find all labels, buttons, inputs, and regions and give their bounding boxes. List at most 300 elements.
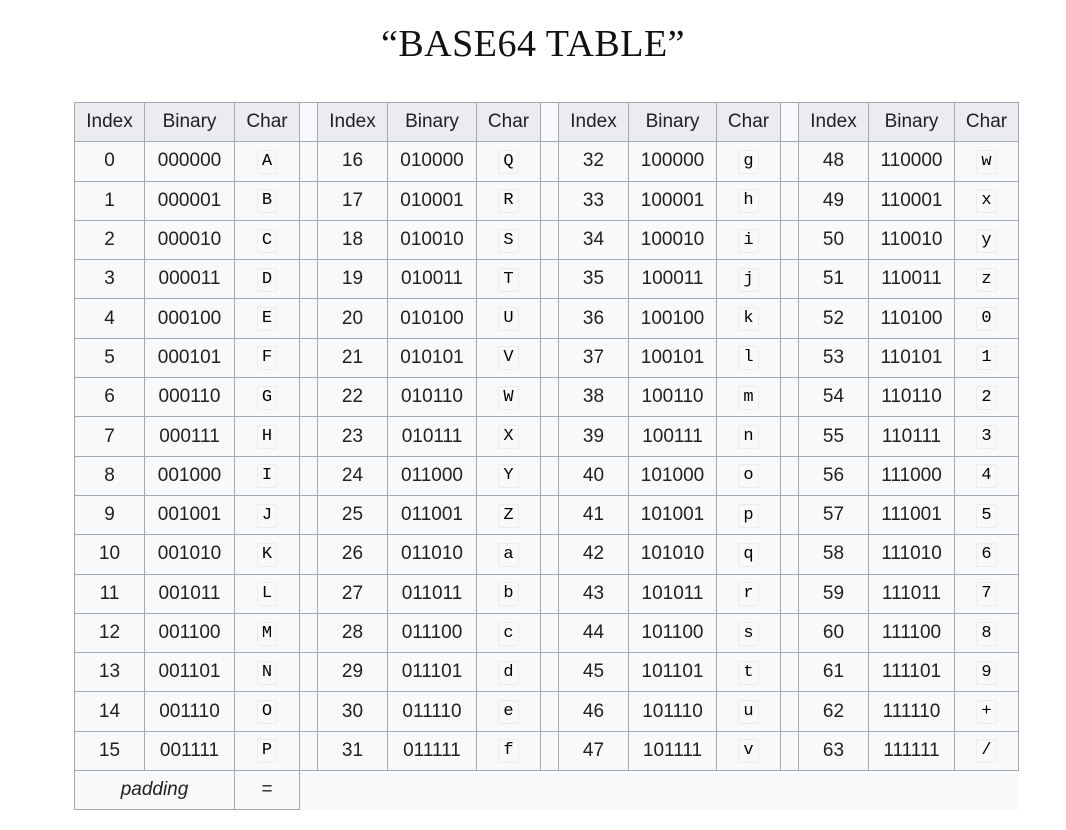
index-cell: 20	[318, 299, 388, 338]
binary-cell: 001100	[145, 613, 235, 652]
char-cell	[477, 142, 541, 181]
index-cell: 29	[318, 653, 388, 692]
table-row	[75, 653, 1019, 692]
char-code: 6	[976, 543, 996, 567]
char-code: P	[257, 739, 277, 763]
table-row	[75, 574, 1019, 613]
char-code: 3	[976, 425, 996, 449]
table-row	[75, 260, 1019, 299]
index-cell: 18	[318, 220, 388, 259]
column-header-index: Index	[75, 103, 145, 142]
char-cell	[235, 731, 300, 770]
binary-cell: 111011	[869, 574, 955, 613]
char-cell	[717, 731, 781, 770]
binary-cell: 100010	[629, 220, 717, 259]
char-cell	[717, 220, 781, 259]
char-cell	[955, 495, 1019, 534]
index-cell: 41	[559, 495, 629, 534]
char-cell	[955, 220, 1019, 259]
binary-cell: 011011	[388, 574, 477, 613]
index-cell: 2	[75, 220, 145, 259]
column-gap	[541, 456, 559, 495]
char-cell	[717, 260, 781, 299]
char-code: E	[257, 307, 277, 331]
char-code: +	[976, 700, 996, 724]
column-gap	[300, 417, 318, 456]
binary-cell: 101100	[629, 613, 717, 652]
index-cell: 59	[799, 574, 869, 613]
binary-cell: 001111	[145, 731, 235, 770]
char-cell	[955, 731, 1019, 770]
column-gap	[300, 456, 318, 495]
char-cell	[235, 535, 300, 574]
char-code: p	[738, 504, 758, 528]
table-row	[75, 456, 1019, 495]
table-row	[75, 692, 1019, 731]
char-code: 2	[976, 386, 996, 410]
column-gap	[781, 535, 799, 574]
binary-cell: 000101	[145, 338, 235, 377]
index-cell: 30	[318, 692, 388, 731]
char-cell	[235, 299, 300, 338]
char-cell	[235, 220, 300, 259]
column-gap	[781, 692, 799, 731]
base64-table	[74, 102, 1019, 810]
table-header-row	[75, 103, 1019, 142]
index-cell: 54	[799, 378, 869, 417]
index-cell: 31	[318, 731, 388, 770]
char-code: q	[738, 543, 758, 567]
index-cell: 49	[799, 181, 869, 220]
binary-cell: 111000	[869, 456, 955, 495]
char-code: f	[498, 739, 518, 763]
index-cell: 58	[799, 535, 869, 574]
char-cell	[477, 692, 541, 731]
table-row	[75, 613, 1019, 652]
index-cell: 33	[559, 181, 629, 220]
char-code: G	[257, 386, 277, 410]
column-gap	[300, 220, 318, 259]
column-gap	[781, 103, 799, 142]
char-code: s	[738, 622, 758, 646]
char-cell	[235, 613, 300, 652]
index-cell: 1	[75, 181, 145, 220]
binary-cell: 111110	[869, 692, 955, 731]
char-cell	[235, 142, 300, 181]
char-cell	[955, 456, 1019, 495]
char-code: d	[498, 661, 518, 685]
binary-cell: 000111	[145, 417, 235, 456]
column-gap	[541, 535, 559, 574]
column-gap	[781, 378, 799, 417]
char-code: F	[257, 346, 277, 370]
binary-cell: 000100	[145, 299, 235, 338]
char-cell	[955, 378, 1019, 417]
binary-cell: 110111	[869, 417, 955, 456]
binary-cell: 010011	[388, 260, 477, 299]
char-code: V	[498, 346, 518, 370]
binary-cell: 111100	[869, 613, 955, 652]
char-code: v	[738, 739, 758, 763]
column-gap	[781, 142, 799, 181]
char-cell	[955, 417, 1019, 456]
index-cell: 13	[75, 653, 145, 692]
char-cell	[717, 574, 781, 613]
padding-row	[75, 771, 1019, 810]
char-code: H	[257, 425, 277, 449]
index-cell: 48	[799, 142, 869, 181]
binary-cell: 011001	[388, 495, 477, 534]
char-code: c	[498, 622, 518, 646]
char-code: b	[498, 582, 518, 606]
char-code: 4	[976, 464, 996, 488]
column-header-binary: Binary	[145, 103, 235, 142]
binary-cell: 000011	[145, 260, 235, 299]
column-gap	[541, 103, 559, 142]
index-cell: 42	[559, 535, 629, 574]
table-row	[75, 142, 1019, 181]
index-cell: 7	[75, 417, 145, 456]
index-cell: 53	[799, 338, 869, 377]
char-code: Z	[498, 504, 518, 528]
binary-cell: 000001	[145, 181, 235, 220]
binary-cell: 001101	[145, 653, 235, 692]
char-code: i	[738, 229, 758, 253]
index-cell: 15	[75, 731, 145, 770]
index-cell: 52	[799, 299, 869, 338]
char-code: j	[738, 268, 758, 292]
char-code: 9	[976, 661, 996, 685]
char-code: M	[257, 622, 277, 646]
column-gap	[300, 574, 318, 613]
binary-cell: 110101	[869, 338, 955, 377]
char-code: k	[738, 307, 758, 331]
index-cell: 12	[75, 613, 145, 652]
char-code: J	[257, 504, 277, 528]
char-cell	[477, 181, 541, 220]
char-code: 7	[976, 582, 996, 606]
column-header-binary: Binary	[388, 103, 477, 142]
index-cell: 45	[559, 653, 629, 692]
table-body	[75, 142, 1019, 810]
binary-cell: 010010	[388, 220, 477, 259]
char-code: Q	[498, 150, 518, 174]
index-cell: 61	[799, 653, 869, 692]
binary-cell: 011000	[388, 456, 477, 495]
char-code: R	[498, 189, 518, 213]
index-cell: 62	[799, 692, 869, 731]
column-header-binary: Binary	[869, 103, 955, 142]
binary-cell: 110000	[869, 142, 955, 181]
table-row	[75, 299, 1019, 338]
char-cell	[477, 613, 541, 652]
char-code: h	[738, 189, 758, 213]
column-gap	[781, 260, 799, 299]
column-gap	[300, 181, 318, 220]
column-gap	[541, 181, 559, 220]
char-cell	[235, 692, 300, 731]
char-cell	[235, 574, 300, 613]
binary-cell: 110011	[869, 260, 955, 299]
padding-row-filler	[300, 771, 1019, 810]
index-cell: 37	[559, 338, 629, 377]
char-code: z	[976, 268, 996, 292]
char-cell	[477, 653, 541, 692]
char-code: e	[498, 700, 518, 724]
index-cell: 32	[559, 142, 629, 181]
char-cell	[477, 378, 541, 417]
char-code: l	[738, 346, 758, 370]
char-code: 1	[976, 346, 996, 370]
char-code: A	[257, 150, 277, 174]
char-cell	[717, 692, 781, 731]
char-code: m	[738, 386, 758, 410]
char-cell	[477, 417, 541, 456]
index-cell: 57	[799, 495, 869, 534]
column-gap	[300, 103, 318, 142]
binary-cell: 000110	[145, 378, 235, 417]
index-cell: 23	[318, 417, 388, 456]
table-row	[75, 378, 1019, 417]
binary-cell: 100110	[629, 378, 717, 417]
column-gap	[541, 613, 559, 652]
char-code: U	[498, 307, 518, 331]
binary-cell: 100111	[629, 417, 717, 456]
index-cell: 28	[318, 613, 388, 652]
binary-cell: 111001	[869, 495, 955, 534]
index-cell: 26	[318, 535, 388, 574]
char-code: W	[498, 386, 518, 410]
binary-cell: 010001	[388, 181, 477, 220]
char-cell	[235, 417, 300, 456]
column-gap	[300, 692, 318, 731]
index-cell: 35	[559, 260, 629, 299]
char-code: C	[257, 229, 277, 253]
column-gap	[541, 495, 559, 534]
binary-cell: 001001	[145, 495, 235, 534]
char-cell	[477, 220, 541, 259]
index-cell: 19	[318, 260, 388, 299]
char-code: K	[257, 543, 277, 567]
char-cell	[717, 417, 781, 456]
column-gap	[300, 142, 318, 181]
table-row	[75, 181, 1019, 220]
char-code: /	[976, 739, 996, 763]
column-gap	[300, 495, 318, 534]
char-cell	[955, 338, 1019, 377]
char-code: w	[976, 150, 996, 174]
column-header-index: Index	[799, 103, 869, 142]
column-gap	[781, 220, 799, 259]
index-cell: 44	[559, 613, 629, 652]
binary-cell: 100101	[629, 338, 717, 377]
column-header-index: Index	[318, 103, 388, 142]
binary-cell: 010101	[388, 338, 477, 377]
binary-cell: 110100	[869, 299, 955, 338]
char-cell	[955, 299, 1019, 338]
column-header-char: Char	[235, 103, 300, 142]
base64-table-container	[74, 102, 1019, 810]
binary-cell: 100011	[629, 260, 717, 299]
binary-cell: 101110	[629, 692, 717, 731]
char-cell	[235, 495, 300, 534]
binary-cell: 011010	[388, 535, 477, 574]
binary-cell: 101000	[629, 456, 717, 495]
char-cell	[717, 338, 781, 377]
binary-cell: 001010	[145, 535, 235, 574]
char-code: r	[738, 582, 758, 606]
column-gap	[781, 731, 799, 770]
char-cell	[477, 535, 541, 574]
column-header-index: Index	[559, 103, 629, 142]
binary-cell: 100100	[629, 299, 717, 338]
binary-cell: 011110	[388, 692, 477, 731]
index-cell: 60	[799, 613, 869, 652]
column-gap	[541, 574, 559, 613]
index-cell: 25	[318, 495, 388, 534]
index-cell: 21	[318, 338, 388, 377]
binary-cell: 101011	[629, 574, 717, 613]
column-gap	[541, 260, 559, 299]
column-gap	[541, 299, 559, 338]
column-gap	[541, 417, 559, 456]
column-gap	[300, 535, 318, 574]
char-cell	[955, 692, 1019, 731]
char-code: g	[738, 150, 758, 174]
binary-cell: 101010	[629, 535, 717, 574]
page-title: “BASE64 TABLE”	[380, 23, 686, 65]
char-code: O	[257, 700, 277, 724]
char-cell	[717, 142, 781, 181]
column-gap	[781, 456, 799, 495]
column-gap	[541, 142, 559, 181]
column-gap	[781, 653, 799, 692]
binary-cell: 010110	[388, 378, 477, 417]
char-cell	[717, 535, 781, 574]
char-code: X	[498, 425, 518, 449]
column-header-char: Char	[717, 103, 781, 142]
binary-cell: 110110	[869, 378, 955, 417]
char-code: x	[976, 189, 996, 213]
binary-cell: 000010	[145, 220, 235, 259]
binary-cell: 011101	[388, 653, 477, 692]
char-cell	[955, 653, 1019, 692]
char-code: B	[257, 189, 277, 213]
column-gap	[781, 181, 799, 220]
binary-cell: 001110	[145, 692, 235, 731]
column-header-char: Char	[955, 103, 1019, 142]
char-cell	[235, 456, 300, 495]
char-cell	[955, 181, 1019, 220]
index-cell: 39	[559, 417, 629, 456]
padding-label: padding	[75, 771, 235, 810]
column-gap	[541, 220, 559, 259]
index-cell: 63	[799, 731, 869, 770]
binary-cell: 001000	[145, 456, 235, 495]
index-cell: 11	[75, 574, 145, 613]
char-cell	[717, 378, 781, 417]
char-cell	[235, 653, 300, 692]
binary-cell: 111111	[869, 731, 955, 770]
char-cell	[477, 260, 541, 299]
char-cell	[955, 574, 1019, 613]
char-code: S	[498, 229, 518, 253]
char-cell	[477, 456, 541, 495]
index-cell: 43	[559, 574, 629, 613]
char-code: y	[976, 229, 996, 253]
index-cell: 22	[318, 378, 388, 417]
char-cell	[717, 181, 781, 220]
index-cell: 47	[559, 731, 629, 770]
char-cell	[955, 535, 1019, 574]
char-code: L	[257, 582, 277, 606]
index-cell: 17	[318, 181, 388, 220]
index-cell: 40	[559, 456, 629, 495]
index-cell: 8	[75, 456, 145, 495]
char-cell	[955, 260, 1019, 299]
column-gap	[541, 692, 559, 731]
binary-cell: 001011	[145, 574, 235, 613]
char-code: a	[498, 543, 518, 567]
binary-cell: 101101	[629, 653, 717, 692]
binary-cell: 101001	[629, 495, 717, 534]
column-gap	[781, 299, 799, 338]
index-cell: 34	[559, 220, 629, 259]
char-code: 8	[976, 622, 996, 646]
table-row	[75, 417, 1019, 456]
binary-cell: 010000	[388, 142, 477, 181]
index-cell: 38	[559, 378, 629, 417]
column-gap	[300, 260, 318, 299]
binary-cell: 011111	[388, 731, 477, 770]
index-cell: 24	[318, 456, 388, 495]
binary-cell: 000000	[145, 142, 235, 181]
char-code: u	[738, 700, 758, 724]
index-cell: 50	[799, 220, 869, 259]
table-row	[75, 731, 1019, 770]
char-cell	[717, 613, 781, 652]
char-code: T	[498, 268, 518, 292]
column-gap	[781, 338, 799, 377]
char-code: 5	[976, 504, 996, 528]
column-header-binary: Binary	[629, 103, 717, 142]
column-gap	[781, 613, 799, 652]
char-cell	[477, 299, 541, 338]
index-cell: 56	[799, 456, 869, 495]
char-code: 0	[976, 307, 996, 331]
binary-cell: 101111	[629, 731, 717, 770]
column-gap	[300, 653, 318, 692]
table-row	[75, 495, 1019, 534]
char-cell	[477, 495, 541, 534]
char-code: Y	[498, 464, 518, 488]
padding-char-cell: =	[235, 771, 300, 810]
binary-cell: 111010	[869, 535, 955, 574]
binary-cell: 100000	[629, 142, 717, 181]
char-cell	[235, 338, 300, 377]
column-gap	[300, 378, 318, 417]
char-cell	[477, 731, 541, 770]
table-row	[75, 338, 1019, 377]
column-gap	[300, 299, 318, 338]
table-row	[75, 220, 1019, 259]
index-cell: 27	[318, 574, 388, 613]
table-row	[75, 535, 1019, 574]
char-cell	[955, 142, 1019, 181]
char-code: n	[738, 425, 758, 449]
index-cell: 9	[75, 495, 145, 534]
index-cell: 16	[318, 142, 388, 181]
